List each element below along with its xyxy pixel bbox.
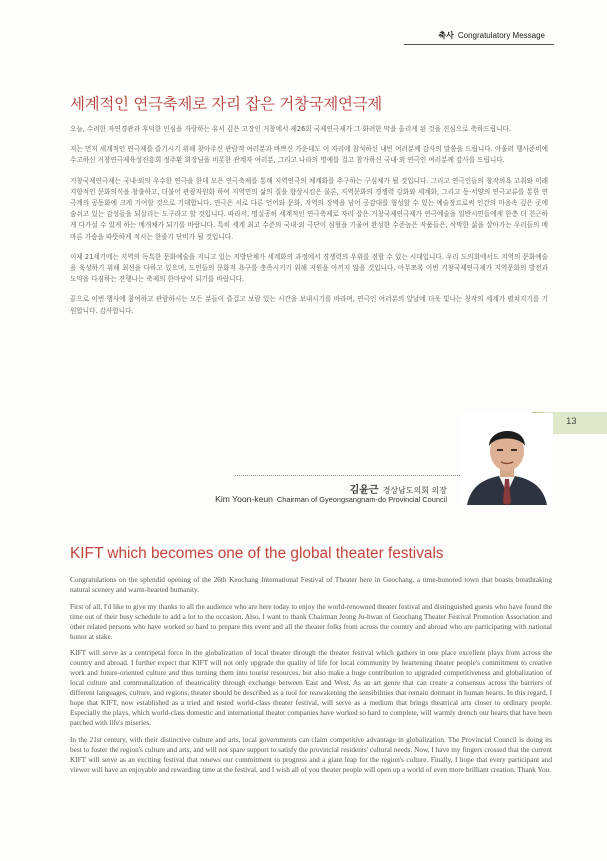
page-number: 13 [566, 416, 577, 427]
korean-title: 세계적인 연극축제로 자리 잡은 거창국제연극제 [70, 95, 382, 113]
signer-title-korean: 경상남도의회 의장 [382, 486, 447, 495]
korean-paragraph: 끝으로 이번 행사에 참여하고 관람하시는 모든 분들이 즐겁고 보람 있는 시간을 보내시기를 바라며, 연극인 여러분의 앞날에 더욱 빛나는 창작의 세계가 펼쳐지기를 기원합니다. 감사합니다. [70, 295, 548, 315]
korean-paragraph: 거창국제연극제는 국내·외의 우수한 연극을 한데 모은 연극축제를 통해 지역연극의 체계화를 추구하는 구심체가 될 것입니다. 그리고 연극인들의 창작의욕 고취와 미래지향적인 문화의식을 창출하고, 더불어 관광자원화 하여 지역민의 삶의 질을 향상시킴은 물론, 지역문화의 경쟁력 강화와 세계화, 그리고 동·서양의 연극교류를 통한 연극계의 공동화에 크게 기여할 것으로 기대합니다. 연극은 서로 다른 언어와 문화, 지역의 장벽을 넘어 공감대를 형성할 수 있는 예술장르로써 인간의 마음속 깊은 곳에 숨쉬고 있는 감성들을 되살리는 도구라고 할 것입니다. 따라서, 명실공히 세계적인 연극축제로 자리 잡은 거창국제연극제가 연극예술을 일반시민들에게 한층 더 친근하게 다가설 수 있게 하는 메개체가 되기를 바랍니다. 특히 세계 최고 수준의 국내·외 극단이 심혈을 기울여 완성한 수준높은 작품들은, 삭막한 삶을 살아가는 우리들의 메마른 가슴을 따뜻하게 적시는 한줄기 단비가 될 것입니다. [70, 176, 548, 241]
english-title: KIFT which becomes one of the global theater festivals [70, 545, 444, 562]
korean-paragraph: 오늘, 수려한 자연경관과 후덕한 인심을 자랑하는 유서 깊은 고장인 거창에서 제26회 국제연극제가 그 화려한 막을 올리게 된 것을 진심으로 축하드립니다. [70, 125, 511, 133]
page-header [0, 0, 607, 50]
english-paragraph: Congratulations on the splendid opening of the 26th Keochang International Festival of Theater here in Geochang, a time-honored town that boasts breathtaking natural scenery and warm-hearted humanity. [70, 576, 552, 594]
section-label-korean: 축사 [438, 31, 454, 40]
korean-body [70, 124, 548, 326]
section-label-english: Congratulatory Message [457, 31, 545, 40]
signer-name-english: Kim Yoon-keun [215, 494, 273, 504]
english-paragraph: KIFT will serve as a centripetal force in the globalization of local theater through the theater festival which gathers in one place excellent plays from across the country and abroad. I further expect that KIFT will not only upgrade the quality of life for local community by heartening theater people's commitment to creative work and future-oriented culture and thus turning them into tourist resources, but also make a huge contribution to upgraded competitiveness and globalization of local culture and communalization of theatricality through exchange between East and West. As an art genre that can create a consensus across the barriers of different languages, culture, and regions, theater should be described as a tool for reawakening the sensibilities that remain dormant in human hearts. In this regard, I hope that KIFT, now established as a tried and tested world-class theater festival, will serve as a medium that brings theatrical arts closer to ordinary people. Especially the plays, which world-class domestic and international theater companies have worked so hard to complete, will warmly drench our hearts that have been parched with life's miseries. [70, 649, 552, 727]
english-paragraph: In the 21st century, with their distinctive culture and arts, local governments can claim competitive advantage in globalization. The Provincial Council is doing its best to foster the region's culture and arts, and will not spare support to satisfy the provincial residents' cultural needs. Now, I have my fingers crossed that the current KIFT will serve as an exciting festival that renews our commitment to progress and a giant leap for the region's culture. Finally, I hope that every participant and viewer will have an enjoyable and rewarding time at the festival, and I wish all of you theater people will open up a world of even more brilliant creation. Thank You. [70, 735, 552, 774]
signature-english [215, 494, 447, 504]
portrait-image [461, 413, 553, 505]
signer-name-korean: 김윤근 [349, 485, 379, 496]
header-rule [404, 44, 554, 45]
signature-rule [235, 475, 460, 477]
korean-paragraph: 저는 먼저 세계적인 연극제를 즐기시기 위해 찾아주신 관람객 여러분과 바쁘신 가운데도 이 자리에 참석하신 내빈 여러분께 감사의 말씀을 드립니다. 아울러 행사준비에 수고하신 거창연극제육성진흥회 정주환 회장님을 비롯한 관계자 여러분, 그리고 나라의 명예를 걸고 참가하신 국내·외 연극인 여러분께 감사를 드립니다. [70, 145, 548, 165]
english-paragraph: First of all, I'd like to give my thanks to all the audience who are here today to enjoy the world-renowned theater festival and distinguished guests who have found the time out of their busy schedule to add a lot to the occasion. Also, I want to thank Chairman Jeong Ju-hwan of Geochang Theater Festival Promotion Association and other related persons who have worked so hard to prepare this event and all the theater folks from across the country and abroad who are participating with national honor at stake. [70, 602, 552, 641]
portrait-photo [461, 413, 553, 505]
section-label [438, 30, 545, 41]
english-body [70, 575, 552, 781]
signer-title-english: Chairman of Gyeongsangnam-do Provincial Council [276, 495, 447, 504]
korean-paragraph: 이제 21세기에는 지역의 독특한 문화예술을 지니고 있는 지방단체가 세계화의 과정에서 경쟁력의 우위를 점할 수 있는 시대입니다. 우리 도의회에서도 지역의 문화예술을 육성하기 위해 최선을 다하고 있으며, 도민들의 문화적 욕구를 충족시키기 위해 지원을 아끼지 않을 것입니다. 아무쪼록 이번 거창국제연극제가 지역문화의 발전과 도약을 다짐하는 진행나는 축제의 한마당이 되기를 바랍니다. [70, 252, 548, 284]
